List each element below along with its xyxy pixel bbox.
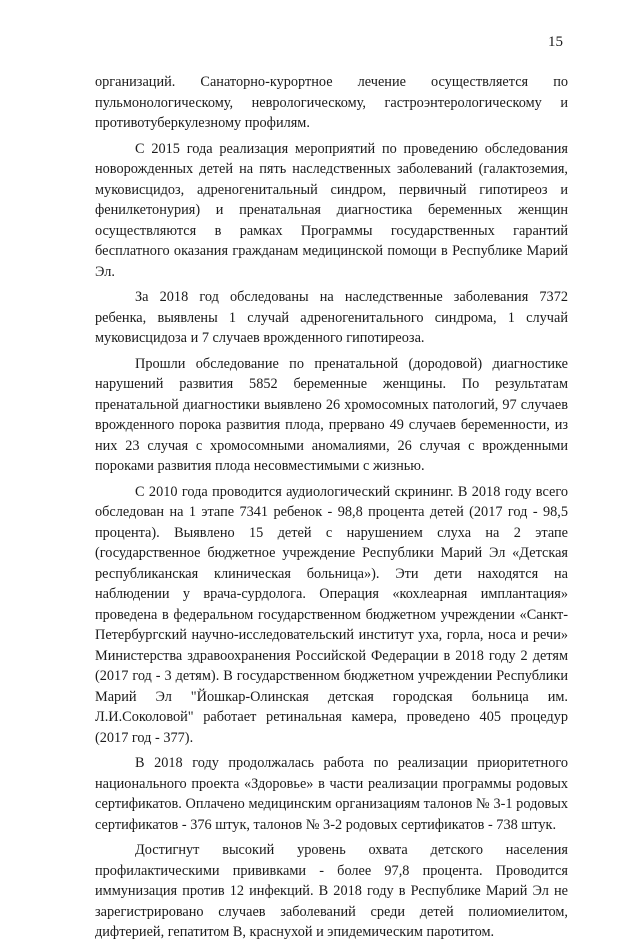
paragraph-audiological-screening: С 2010 года проводится аудиологический скрининг. В 2018 году всего обследован на 1 этапе 7341 ребенок - 98,8 процента детей (2017 год - 98,5 процента). Выявлено 15 детей с нарушением слуха на 2 этапе (государственное бюджетное учреждение Республики Марий Эл «Детская республиканская клиническая больница»). Эти дети находятся на наблюдении у врача-сурдолога. Операция «кохлеарная имплантация» проведена в федеральном государственном бюджетном учреждении «Санкт-Петербургский научно-исследовательский институт уха, горла, носа и речи» Министерства здравоохранения Российской Федерации в 2018 году 2 детям (2017 год - 3 детям). В государственном бюджетном учреждении Республики Марий Эл "Йошкар-Олинская детская городская больница им. Л.И.Соколовой" работает ретинальная камера, проведено 405 процедур (2017 год - 377). bbox=[95, 483, 568, 746]
paragraph-vaccination-coverage: Достигнут высокий уровень охвата детского населения профилактическими прививками - более 97,8 процента. Проводится иммунизация против 12 инфекций. В 2018 году в Республике Марий Эл не зарегистрировано случаев заболеваний среди детей полиомиелитом, дифтерией, гепатитом В, краснухой и эпидемическим паротитом. bbox=[95, 842, 568, 940]
paragraph-birth-certificates: В 2018 году продолжалась работа по реализации приоритетного национального проекта «Здоровье» в части реализации программы родовых сертификатов. Оплачено медицинским организациям талонов № 3-1 родовых сертификатов - 376 штук, талонов № 3-2 родовых сертификатов - 738 штук. bbox=[95, 755, 568, 833]
paragraph-newborn-screening-program: С 2015 года реализация мероприятий по проведению обследования новорожденных детей на пять наследственных заболеваний (галактоземия, муковисцидоз, адреногенитальный синдром, первичный гипотиреоз и фенилкетонурия) и пренатальная диагностика беременных женщин осуществляются в рамках Программы государственных гарантий бесплатного оказания гражданам медицинской помощи в Республике Марий Эл. bbox=[95, 140, 568, 280]
paragraph-hereditary-diseases-2018: За 2018 год обследованы на наследственные заболевания 7372 ребенка, выявлены 1 случай адреногенитального синдрома, 1 случай муковисцидоза и 7 случаев врожденного гипотиреоза. bbox=[95, 289, 568, 346]
paragraph-prenatal-diagnostics: Прошли обследование по пренатальной (дородовой) диагностике нарушений развития 5852 беременные женщины. По результатам пренатальной диагностики выявлено 26 хромосомных патологий, 97 случаев врожденного порока развития плода, прервано 49 случаев беременности, из них 23 случая с хромосомными аномалиями, 26 случая с врожденными пороками развития плода несовместимыми с жизнью. bbox=[95, 355, 568, 474]
paragraph-sanatorium-treatment: организаций. Санаторно-курортное лечение осуществляется по пульмонологическому, неврологическому, гастроэнтерологическому и противотуберкулезному профилям. bbox=[95, 74, 568, 131]
document-body bbox=[95, 72, 568, 943]
page-number: 15 bbox=[548, 34, 563, 50]
